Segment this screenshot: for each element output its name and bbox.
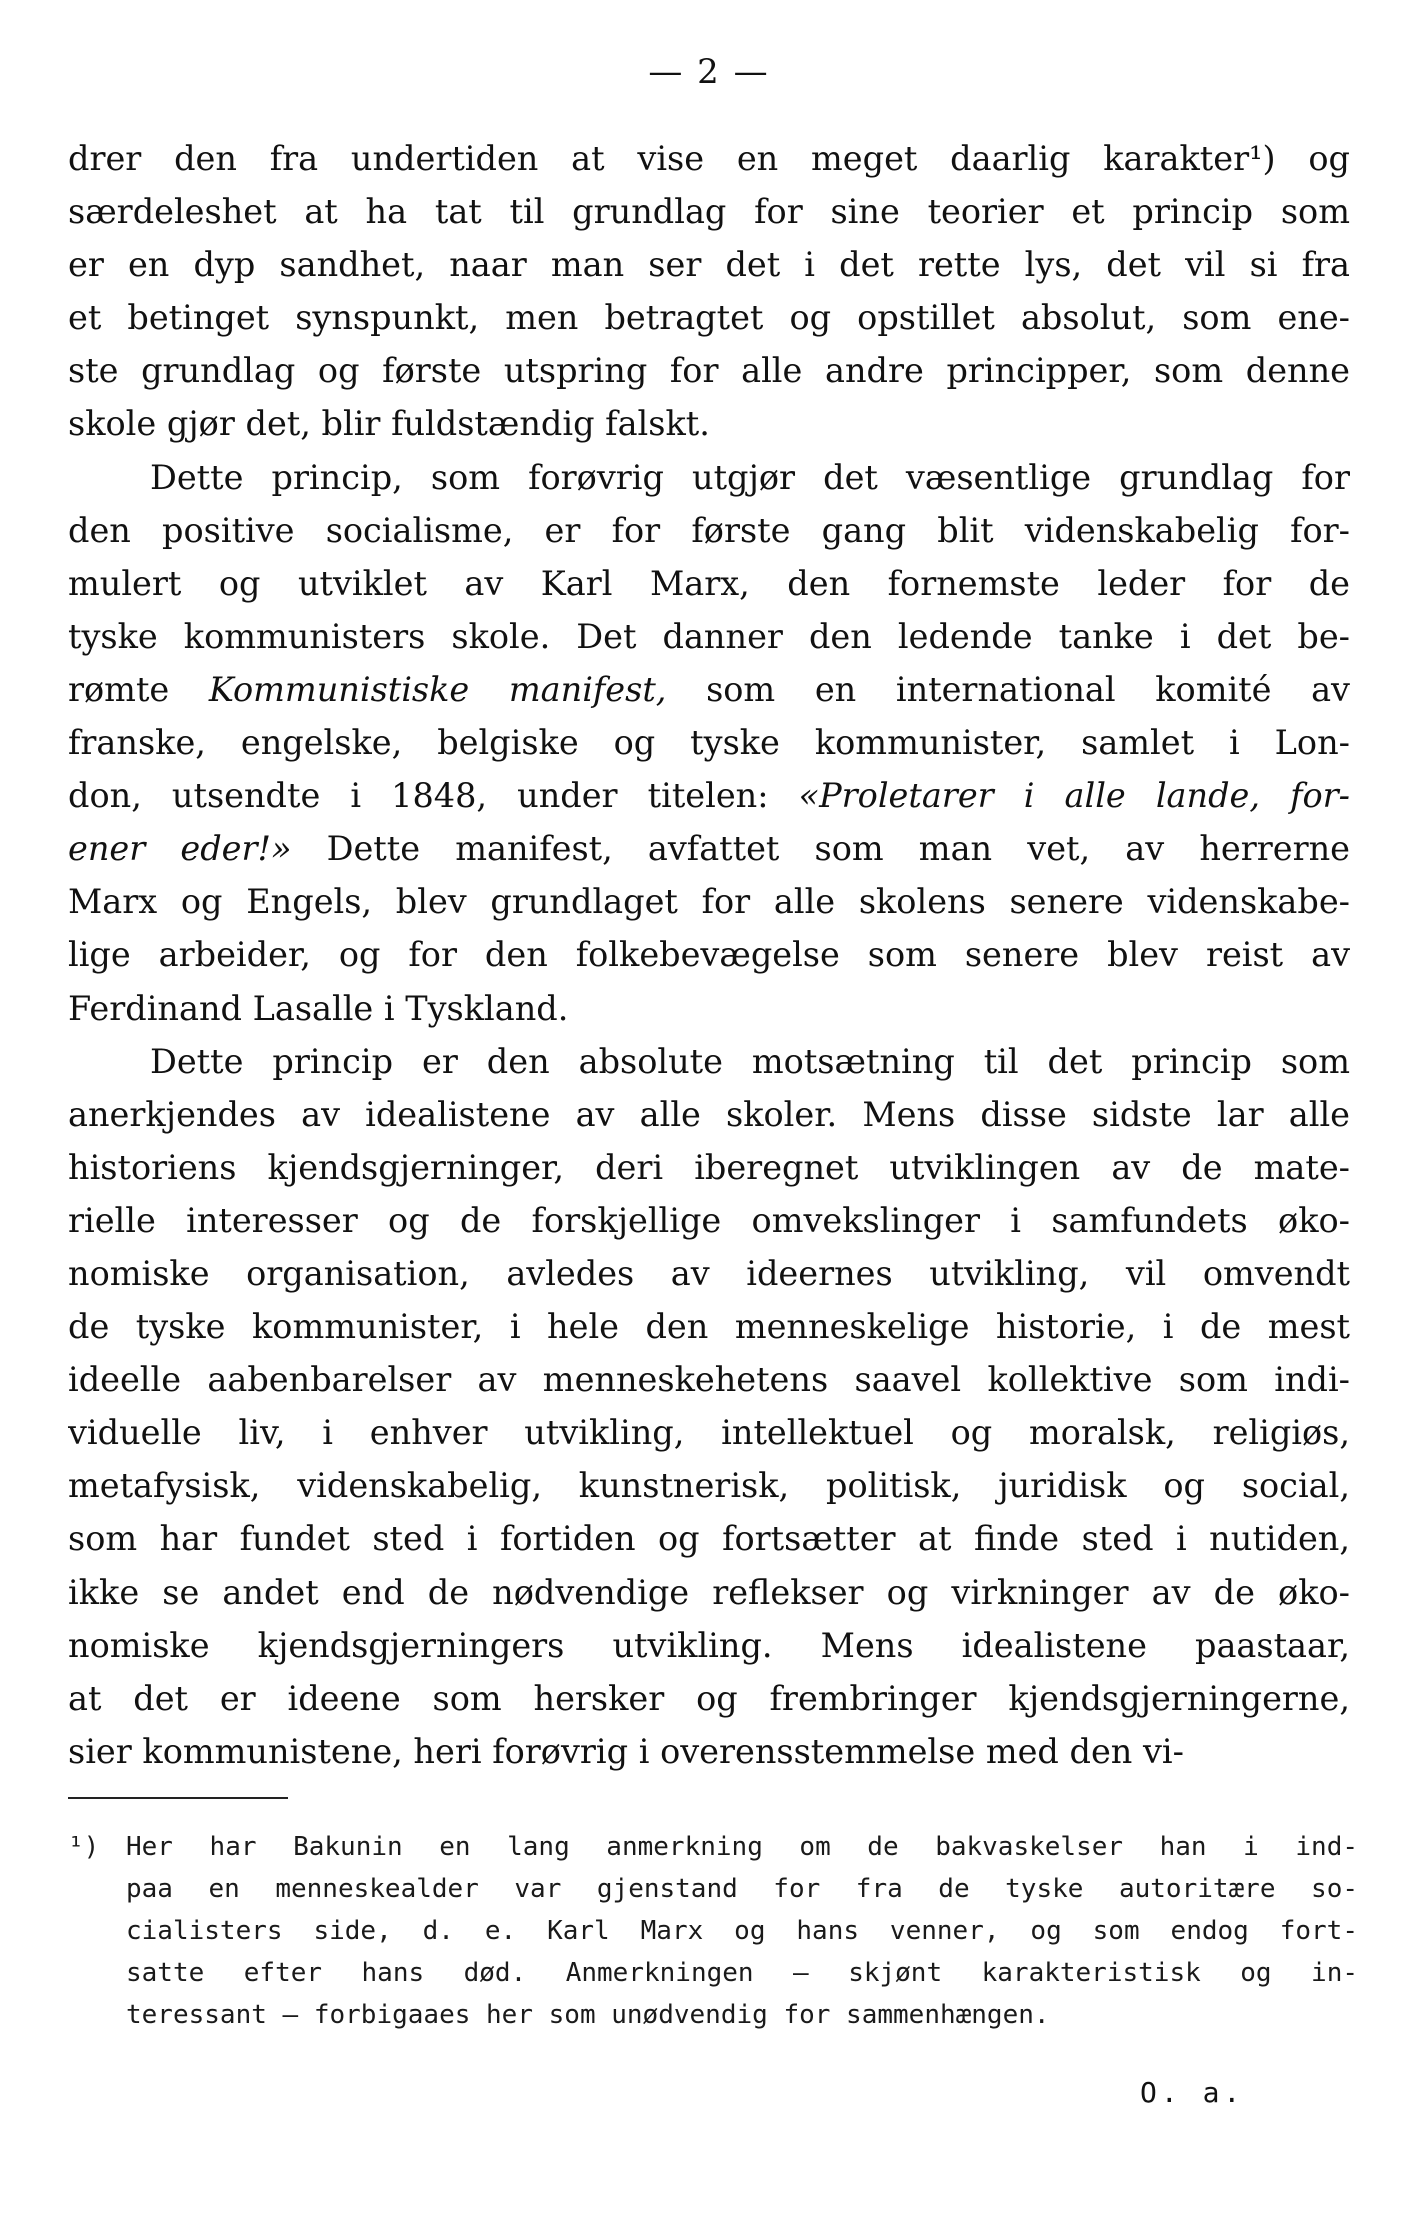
text-line: de tyske kommunister, i hele den menneskelige historie, i de mest (68, 1307, 1350, 1347)
text-line: lige arbeider, og for den folkebevægelse som senere blev reist av (68, 935, 1350, 975)
text-line: drer den fra undertiden at vise en meget daarlig karakter¹) og (68, 139, 1350, 178)
text-line: ste grundlag og første utspring for alle andre principper, som denne (68, 351, 1350, 391)
text-line: Ferdinand Lasalle i Tyskland. (68, 988, 569, 1028)
text-line: viduelle liv, i enhver utvikling, intellektuel og moralsk, religiøs, (68, 1413, 1350, 1453)
footnote-line: cialisters side, d. e. Karl Marx og hans venner, og som endog fort- (126, 1916, 1358, 1946)
text-line: Dette princip, som forøvrig utgjør det væsentlige grundlag for (150, 457, 1350, 497)
footnote-rule (68, 1797, 288, 1799)
text-line: som har fundet sted i fortiden og fortsætter at finde sted i nutiden, (68, 1519, 1350, 1559)
text-line: særdeleshet at ha tat til grundlag for sine teorier et princip som (68, 192, 1350, 232)
footnote-line: satte efter hans død. Anmerkningen — skjønt karakteristisk og in- (126, 1958, 1358, 1988)
paragraph (68, 1035, 1350, 1778)
text-line: ener eder!» Dette manifest, avfattet som man vet, av herrerne (68, 829, 1350, 869)
text-line: nomiske organisation, avledes av ideernes utvikling, vil omvendt (68, 1253, 1350, 1293)
text-line: franske, engelske, belgiske og tyske kommunister, samlet i Lon- (68, 723, 1350, 763)
footnote-line: teressant — forbigaaes her som unødvendig for sammenhængen. (126, 2000, 1050, 2030)
text-line: metafysisk, videnskabelig, kunstnerisk, politisk, juridisk og social, (68, 1466, 1350, 1506)
footnote-signature: O. a. (1140, 2076, 1245, 2109)
body-text (68, 132, 1350, 1778)
text-line: sier kommunistene, heri forøvrig i overensstemmelse med den vi- (68, 1731, 1184, 1771)
text-line: historiens kjendsgjerninger, deri iberegnet utviklingen av de mate- (68, 1147, 1350, 1187)
page-number: — 2 — (648, 52, 770, 92)
text-line: mulert og utviklet av Karl Marx, den fornemste leder for de (68, 563, 1350, 603)
text-line: den positive socialisme, er for første gang blit videnskabelig for- (68, 510, 1350, 550)
text-line: Dette princip er den absolute motsætning til det princip som (150, 1041, 1350, 1081)
footnote-line: ¹) Her har Bakunin en lang anmerkning om de bakvaskelser han i ind- (68, 1826, 1358, 1868)
text-line: tyske kommunisters skole. Det danner den ledende tanke i det be- (68, 616, 1350, 656)
text-line: et betinget synspunkt, men betragtet og opstillet absolut, som ene- (68, 298, 1350, 338)
paragraph (68, 132, 1350, 451)
text-line: anerkjendes av idealistene av alle skoler. Mens disse sidste lar alle (68, 1094, 1350, 1134)
paragraph (68, 451, 1350, 1035)
text-line: rømte Kommunistiske manifest, som en international komité av (68, 669, 1350, 709)
text-line: at det er ideene som hersker og frembringer kjendsgjerningerne, (68, 1678, 1350, 1718)
text-line: rielle interesser og de forskjellige omvekslinger i samfundets øko- (68, 1200, 1350, 1240)
text-line: ikke se andet end de nødvendige reflekser og virkninger av de øko- (68, 1572, 1350, 1612)
footnote (68, 1826, 1358, 2036)
text-line: Marx og Engels, blev grundlaget for alle skolens senere videnskabe- (68, 882, 1350, 922)
text-line: ideelle aabenbarelser av menneskehetens saavel kollektive som indi- (68, 1360, 1350, 1400)
text-line: nomiske kjendsgjerningers utvikling. Mens idealistene paastaar, (68, 1625, 1350, 1665)
text-line: don, utsendte i 1848, under titelen: «Proletarer i alle lande, for- (68, 776, 1350, 816)
footnote-line: paa en menneskealder var gjenstand for fra de tyske autoritære so- (126, 1874, 1358, 1904)
text-line: skole gjør det, blir fuldstændig falskt. (68, 404, 710, 444)
footnote-marker: ¹) (68, 1832, 100, 1862)
text-line: er en dyp sandhet, naar man ser det i det rette lys, det vil si fra (68, 245, 1350, 285)
